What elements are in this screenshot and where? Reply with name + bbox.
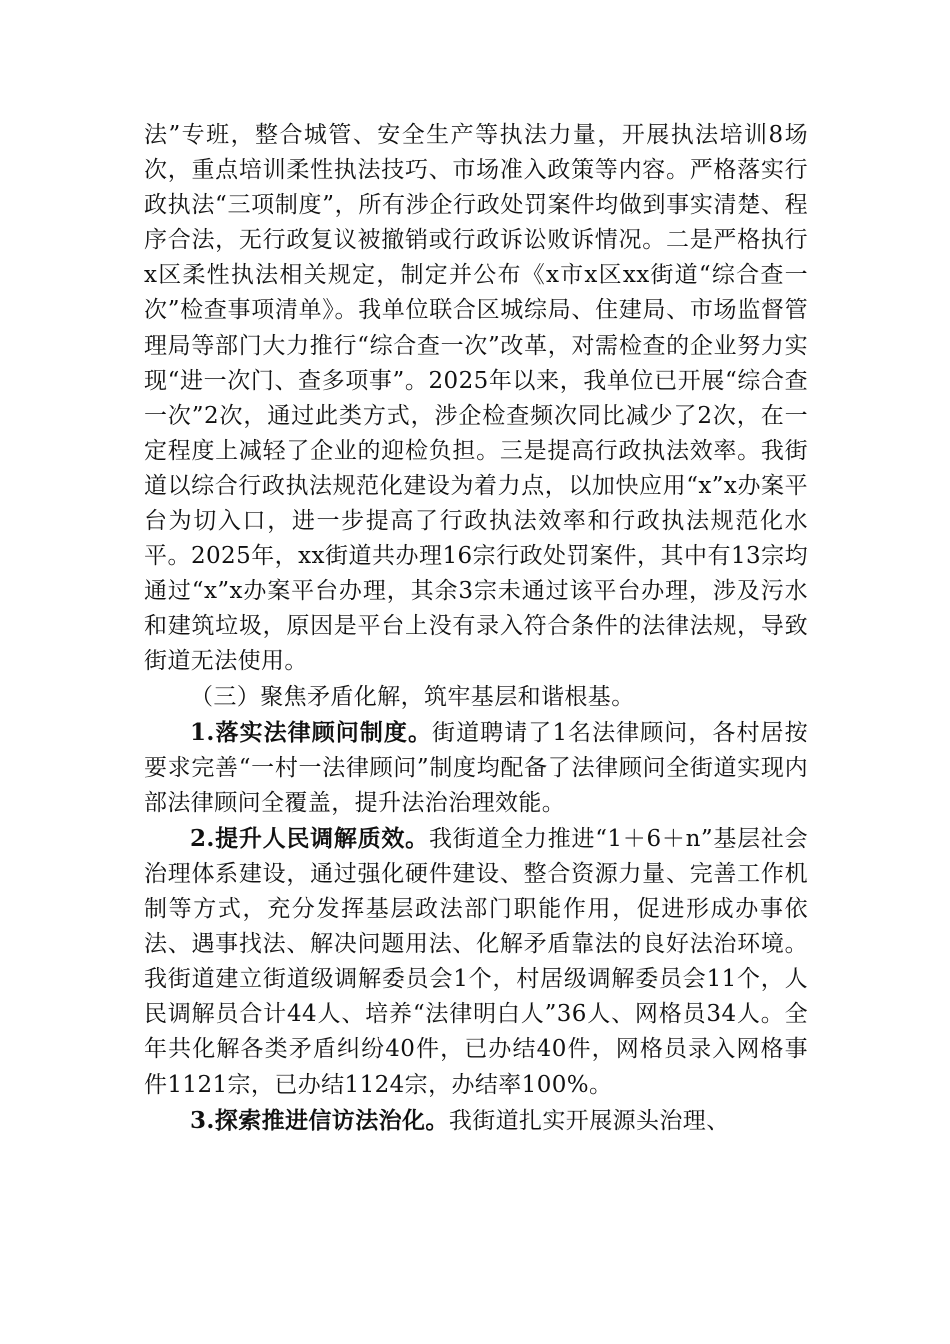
section-heading-text: （三）聚焦矛盾化解，筑牢基层和谐根基。 — [190, 683, 635, 710]
paragraph-lead: 3.探索推进信访法治化。 — [190, 1106, 449, 1134]
paragraph-text: 我街道全力推进“1＋6＋n”基层社会治理体系建设，通过强化硬件建设、整合资源力量、完善工作机制等方式，充分发挥基层政法部门职能作用，促进形成办事依法、遇事找法、解决问题用法、化解矛盾靠法的良好法治环境。我街道建立街道级调解委员会1个，村居级调解委员会11个，人民调解员合计44人、培养“法律明白人”36人、网格员34人。全年共化解各类矛盾纠纷40件，已办结40件，网格员录入网格事件1121宗，已办结1124宗，办结率100%。 — [144, 825, 809, 1098]
paragraph-mediation — [144, 821, 808, 1103]
paragraph-petition — [144, 1103, 808, 1139]
paragraph-legal-advisor — [144, 715, 808, 821]
document-body — [144, 118, 808, 1139]
paragraph-text: 街道聘请了1名法律顾问，各村居按要求完善“一村一法律顾问”制度均配备了法律顾问全街道实现内部法律顾问全覆盖，提升法治治理效能。 — [144, 719, 808, 816]
section-heading — [144, 680, 808, 715]
paragraph-text: 我街道扎实开展源头治理、 — [448, 1107, 730, 1134]
paragraph-lead: 2.提升人民调解质效。 — [190, 824, 429, 852]
paragraph-lead: 1.落实法律顾问制度。 — [190, 718, 433, 746]
paragraph-text: 法”专班，整合城管、安全生产等执法力量，开展执法培训8场次，重点培训柔性执法技巧、市场准入政策等内容。严格落实行政执法“三项制度”，所有涉企行政处罚案件均做到事实清楚、程序合法，无行政复议被撤销或行政诉讼败诉情况。二是严格执行x区柔性执法相关规定，制定并公布《x市x区xx街道“综合查一次”检查事项清单》。我单位联合区城综局、住建局、市场监督管理局等部门大力推行“综合查一次”改革，对需检查的企业努力实现“进一次门、查多项事”。2025年以来，我单位已开展“综合查一次”2次，通过此类方式，涉企检查频次同比减少了2次，在一定程度上减轻了企业的迎检负担。三是提高行政执法效率。我街道以综合行政执法规范化建设为着力点，以加快应用“x”x办案平台为切入口，进一步提高了行政执法效率和行政执法规范化水平。2025年，xx街道共办理16宗行政处罚案件，其中有13宗均通过“x”x办案平台办理，其余3宗未通过该平台办理，涉及污水和建筑垃圾，原因是平台上没有录入符合条件的法律法规，导致街道无法使用。 — [144, 122, 808, 675]
paragraph-continuation — [144, 118, 808, 680]
